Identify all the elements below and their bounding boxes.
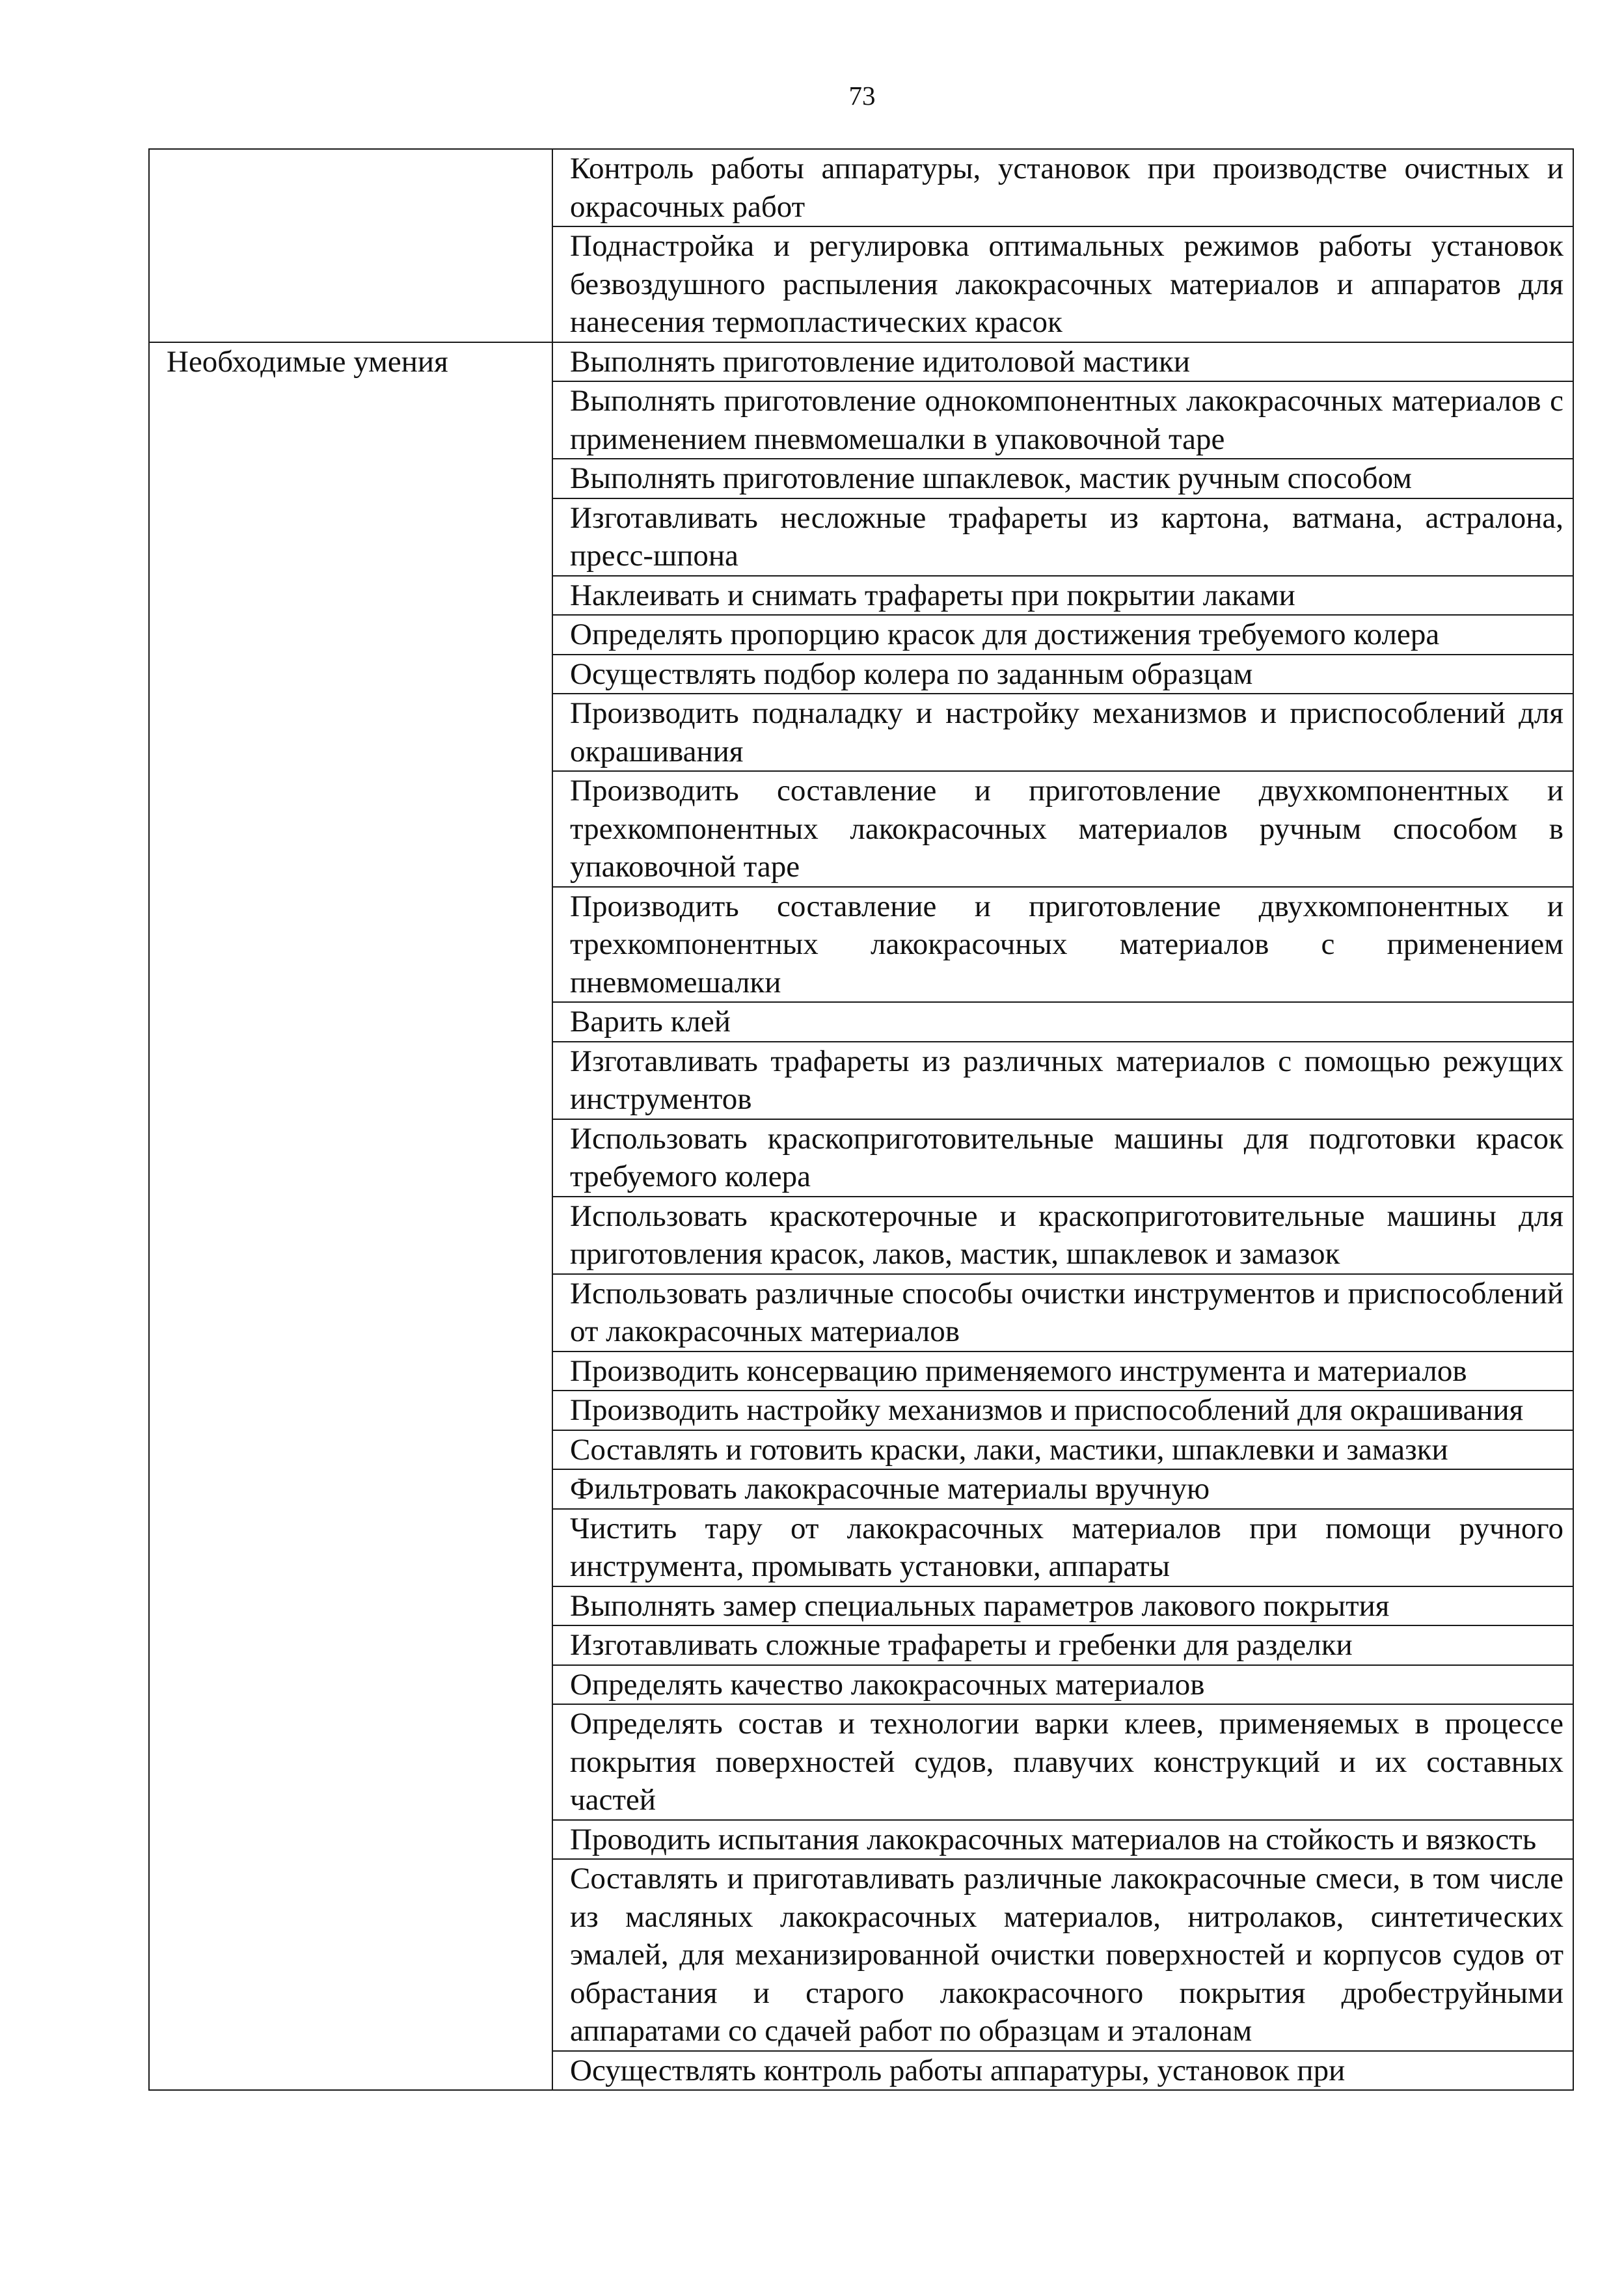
skill-item: Использовать краскотерочные и краскоприготовительные машины для приготовления красок, лаков, мастик, шпаклевок и замазок: [552, 1197, 1573, 1274]
skill-item: Чистить тару от лакокрасочных материалов при помощи ручного инструмента, промывать установки, аппараты: [552, 1509, 1573, 1586]
skill-item: Производить составление и приготовление двухкомпонентных и трехкомпонентных лакокрасочных материалов ручным способом в упаковочной таре: [552, 771, 1573, 887]
skill-item: Производить настройку механизмов и приспособлений для окрашивания: [552, 1391, 1573, 1430]
skill-item: Осуществлять подбор колера по заданным образцам: [552, 655, 1573, 694]
skill-item: Составлять и готовить краски, лаки, мастики, шпаклевки и замазки: [552, 1430, 1573, 1470]
skill-item: Наклеивать и снимать трафареты при покрытии лаками: [552, 576, 1573, 616]
continued-row: [149, 149, 1573, 226]
skill-item: Определять качество лакокрасочных материалов: [552, 1665, 1573, 1705]
skill-item: Производить составление и приготовление двухкомпонентных и трехкомпонентных лакокрасочных материалов с применением пневмомешалки: [552, 887, 1573, 1003]
skill-item: Выполнять приготовление шпаклевок, мастик ручным способом: [552, 459, 1573, 498]
skill-item: Изготавливать несложные трафареты из картона, ватмана, астралона, пресс-шпона: [552, 498, 1573, 576]
competency-table-body: [149, 149, 1573, 2090]
skill-row: [149, 342, 1573, 382]
skill-item: Определять пропорцию красок для достижения требуемого колера: [552, 615, 1573, 655]
skill-item: Изготавливать трафареты из различных материалов с помощью режущих инструментов: [552, 1042, 1573, 1119]
page-number: 73: [848, 81, 876, 111]
skill-item: Выполнять замер специальных параметров лакового покрытия: [552, 1586, 1573, 1626]
skill-item: Варить клей: [552, 1002, 1573, 1042]
skills-label: Необходимые умения: [149, 342, 552, 2091]
skill-item: Осуществлять контроль работы аппаратуры, установок при: [552, 2051, 1573, 2091]
skill-item: Проводить испытания лакокрасочных материалов на стойкость и вязкость: [552, 1820, 1573, 1860]
skill-item: Производить подналадку и настройку механизмов и приспособлений для окрашивания: [552, 694, 1573, 771]
skill-item: Производить консервацию применяемого инструмента и материалов: [552, 1352, 1573, 1391]
skill-item: Определять состав и технологии варки клеев, применяемых в процессе покрытия поверхностей судов, плавучих конструкций и их составных частей: [552, 1704, 1573, 1820]
continued-item: Контроль работы аппаратуры, установок при производстве очистных и окрасочных работ: [552, 149, 1573, 226]
skill-item: Выполнять приготовление однокомпонентных лакокрасочных материалов с применением пневмомешалки в упаковочной таре: [552, 381, 1573, 459]
skill-item: Составлять и приготавливать различные лакокрасочные смеси, в том числе из масляных лакокрасочных материалов, нитролаков, синтетических эмалей, для механизированной очистки поверхностей и корпусов судов от обрастания и старого лакокрасочного покрытия дробеструйными аппаратами со сдачей работ по образцам и эталонам: [552, 1859, 1573, 2051]
competency-table: [148, 148, 1574, 2091]
skill-item: Использовать различные способы очистки инструментов и приспособлений от лакокрасочных материалов: [552, 1274, 1573, 1352]
continued-item: Поднастройка и регулировка оптимальных режимов работы установок безвоздушного распыления лакокрасочных материалов и аппаратов для нанесения термопластических красок: [552, 226, 1573, 342]
skill-item: Использовать краскоприготовительные машины для подготовки красок требуемого колера: [552, 1119, 1573, 1197]
continued-label-cell: [149, 149, 552, 342]
skill-item: Изготавливать сложные трафареты и гребенки для разделки: [552, 1625, 1573, 1665]
skill-item: Фильтровать лакокрасочные материалы вручную: [552, 1469, 1573, 1509]
skill-item: Выполнять приготовление идитоловой мастики: [552, 342, 1573, 382]
